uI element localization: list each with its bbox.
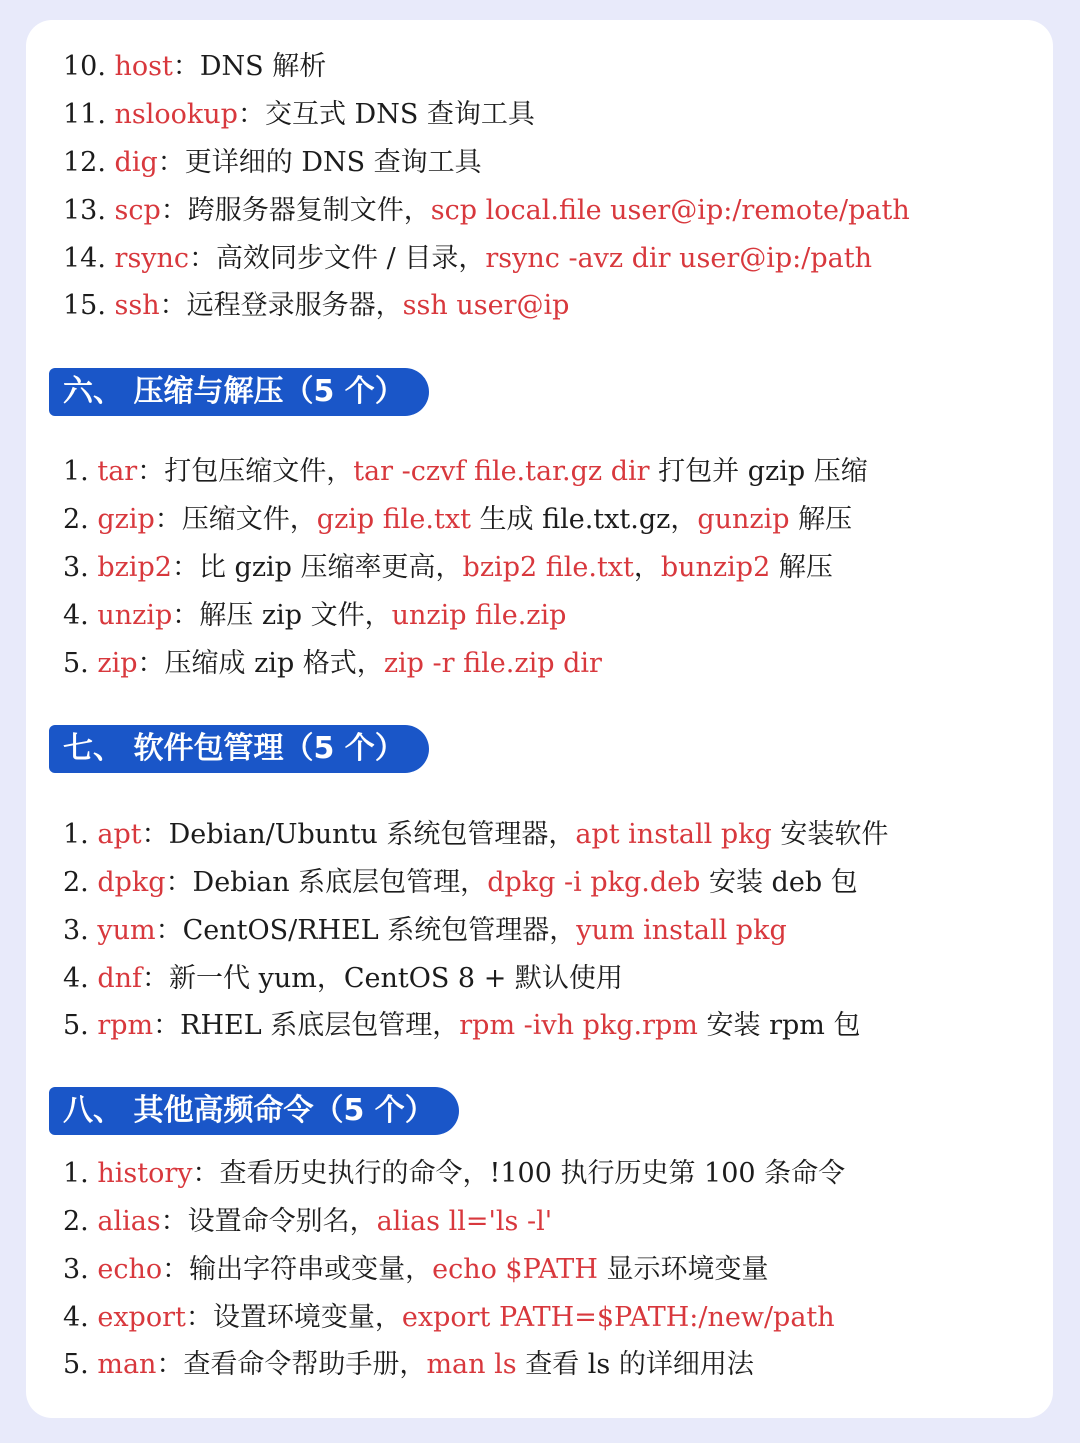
- description-text: 2.: [63, 867, 98, 898]
- command-text: nslookup: [114, 99, 238, 130]
- command-text: scp local.file user@ip:/remote/path: [430, 195, 910, 226]
- section-header: 六、 压缩与解压（5 个）: [49, 368, 429, 416]
- command-text: yum: [97, 915, 156, 946]
- description-text: ：远程登录服务器，: [159, 290, 403, 321]
- command-text: gunzip: [697, 504, 790, 535]
- command-text: echo: [97, 1254, 163, 1285]
- description-text: 13.: [63, 195, 115, 226]
- command-text: echo $PATH: [432, 1254, 598, 1285]
- description-text: 2.: [63, 504, 98, 535]
- list-item: [63, 548, 833, 588]
- command-text: man ls: [426, 1349, 517, 1380]
- description-text: 14.: [63, 243, 115, 274]
- list-item: [63, 452, 868, 492]
- command-text: alias ll='ls -l': [376, 1206, 553, 1237]
- list-item: [63, 1154, 845, 1194]
- command-text: dpkg -i pkg.deb: [487, 867, 701, 898]
- list-item: [63, 239, 872, 279]
- command-text: zip -r file.zip dir: [383, 648, 602, 679]
- description-text: ：交互式 DNS 查询工具: [237, 99, 535, 130]
- list-item: [63, 959, 623, 999]
- description-text: 解压: [770, 552, 833, 583]
- list-item: [63, 1345, 754, 1385]
- command-text: apt install pkg: [575, 819, 772, 850]
- description-text: ：查看命令帮助手册，: [156, 1349, 427, 1380]
- description-text: 4.: [63, 600, 98, 631]
- description-text: ：高效同步文件 / 目录，: [189, 243, 486, 274]
- command-text: zip: [97, 648, 138, 679]
- description-text: 1.: [63, 456, 98, 487]
- description-text: ：RHEL 系底层包管理，: [153, 1010, 460, 1041]
- list-item: [63, 191, 910, 231]
- description-text: 解压: [789, 504, 853, 535]
- description-text: ：设置命令别名，: [160, 1206, 377, 1237]
- list-item: [63, 95, 535, 135]
- description-text: 3.: [63, 552, 98, 583]
- description-text: ：查看历史执行的命令，!100 执行历史第 100 条命令: [192, 1158, 846, 1189]
- description-text: 显示环境变量: [597, 1254, 769, 1285]
- description-text: ：Debian 系底层包管理，: [165, 867, 488, 898]
- description-text: 5.: [63, 1349, 98, 1380]
- list-item: [63, 596, 566, 636]
- description-text: 15.: [63, 290, 115, 321]
- description-text: ：设置环境变量，: [185, 1302, 402, 1333]
- list-item: [63, 286, 569, 326]
- description-text: 11.: [63, 99, 115, 130]
- description-text: ：压缩文件，: [154, 504, 317, 535]
- command-text: unzip: [97, 600, 173, 631]
- command-text: rsync -avz dir user@ip:/path: [485, 243, 872, 274]
- description-text: ：更详细的 DNS 查询工具: [157, 147, 482, 178]
- section-header: 八、 其他高频命令（5 个）: [49, 1087, 459, 1135]
- description-text: 安装软件: [771, 819, 889, 850]
- description-text: ：压缩成 zip 格式，: [137, 648, 384, 679]
- command-text: rpm -ivh pkg.rpm: [459, 1010, 698, 1041]
- description-text: 3.: [63, 915, 98, 946]
- description-text: ：打包压缩文件，: [137, 456, 354, 487]
- command-text: gzip file.txt: [316, 504, 471, 535]
- command-text: bzip2 file.txt: [462, 552, 634, 583]
- list-item: [63, 500, 852, 540]
- command-text: history: [97, 1158, 193, 1189]
- command-text: unzip file.zip: [391, 600, 567, 631]
- command-text: gzip: [97, 504, 155, 535]
- description-text: ：比 gzip 压缩率更高，: [171, 552, 463, 583]
- description-text: 3.: [63, 1254, 98, 1285]
- command-text: tar: [97, 456, 138, 487]
- description-text: 1.: [63, 819, 98, 850]
- description-text: 5.: [63, 1010, 98, 1041]
- description-text: ：DNS 解析: [172, 51, 327, 82]
- list-item: [63, 1006, 860, 1046]
- command-text: bunzip2: [660, 552, 771, 583]
- command-text: dig: [114, 147, 158, 178]
- description-text: ：输出字符串或变量，: [162, 1254, 433, 1285]
- command-text: ssh: [114, 290, 160, 321]
- list-item: [63, 1202, 552, 1242]
- list-item: [63, 143, 482, 183]
- command-text: yum install pkg: [576, 915, 787, 946]
- command-text: ssh user@ip: [402, 290, 570, 321]
- command-text: tar -czvf file.tar.gz dir: [353, 456, 650, 487]
- command-text: apt: [97, 819, 142, 850]
- list-item: [63, 815, 888, 855]
- list-item: [63, 47, 326, 87]
- command-text: man: [97, 1349, 157, 1380]
- description-text: 生成 file.txt.gz，: [470, 504, 698, 535]
- description-text: ：CentOS/RHEL 系统包管理器，: [155, 915, 577, 946]
- list-item: [63, 863, 858, 903]
- description-text: ：跨服务器复制文件，: [160, 195, 431, 226]
- description-text: ：新一代 yum，CentOS 8 + 默认使用: [142, 963, 623, 994]
- description-text: 2.: [63, 1206, 98, 1237]
- command-text: dnf: [97, 963, 143, 994]
- description-text: 4.: [63, 963, 98, 994]
- list-item: [63, 644, 602, 684]
- description-text: ：Debian/Ubuntu 系统包管理器，: [141, 819, 576, 850]
- command-text: scp: [114, 195, 161, 226]
- command-text: rpm: [97, 1010, 154, 1041]
- command-text: bzip2: [97, 552, 172, 583]
- description-text: 12.: [63, 147, 115, 178]
- list-item: [63, 1250, 768, 1290]
- description-text: 安装 rpm 包: [697, 1010, 861, 1041]
- list-item: [63, 911, 787, 951]
- description-text: 4.: [63, 1302, 98, 1333]
- description-text: 查看 ls 的详细用法: [516, 1349, 754, 1380]
- description-text: 安装 deb 包: [700, 867, 858, 898]
- command-text: host: [114, 51, 173, 82]
- command-text: alias: [97, 1206, 161, 1237]
- description-text: 5.: [63, 648, 98, 679]
- command-text: export PATH=$PATH:/new/path: [401, 1302, 835, 1333]
- command-text: export: [97, 1302, 186, 1333]
- description-text: 1.: [63, 1158, 98, 1189]
- description-text: 打包并 gzip 压缩: [649, 456, 868, 487]
- command-text: rsync: [114, 243, 190, 274]
- list-item: [63, 1298, 835, 1338]
- description-text: 10.: [63, 51, 115, 82]
- section-header: 七、 软件包管理（5 个）: [49, 725, 429, 773]
- description-text: ：解压 zip 文件，: [172, 600, 392, 631]
- description-text: ，: [633, 552, 661, 583]
- command-text: dpkg: [97, 867, 166, 898]
